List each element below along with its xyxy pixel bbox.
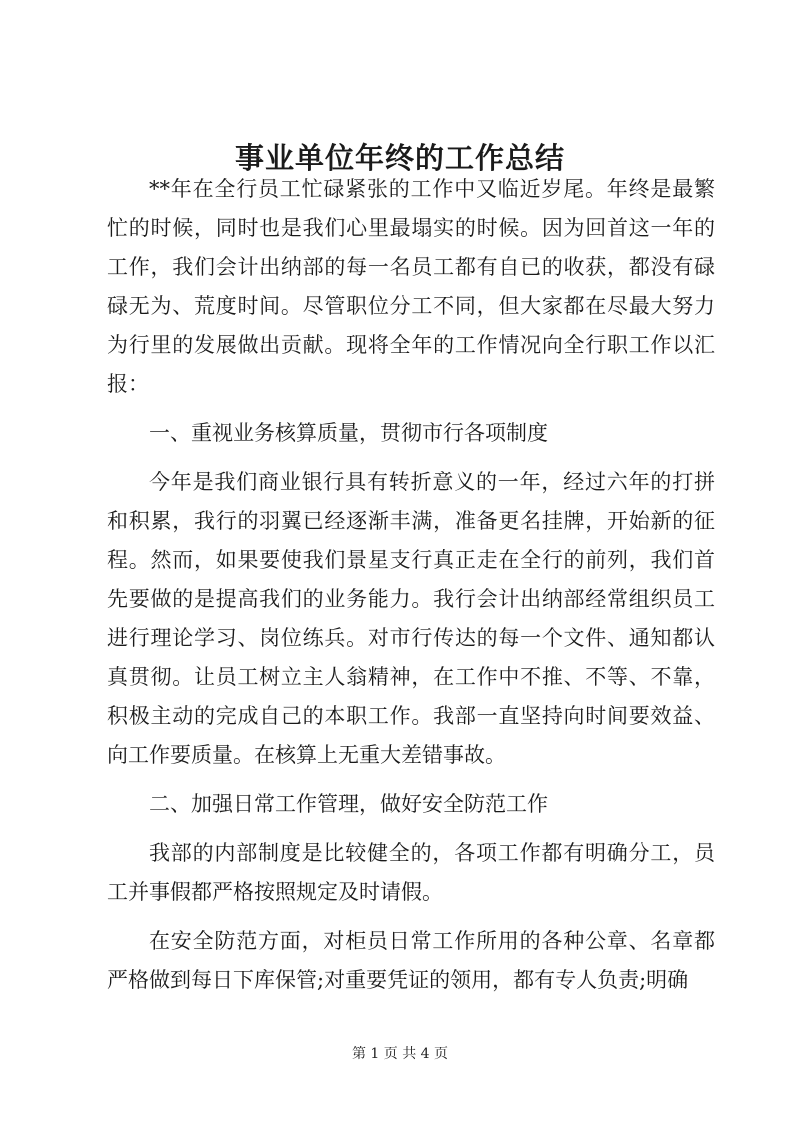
section-2-paragraph-2: 在安全防范方面，对柜员日常工作所用的各种公章、名章都严格做到每日下库保管;对重要凭证的领用，都有专人负责;明确 xyxy=(107,929,715,992)
section-heading-2: 二、加强日常工作管理，做好安全防范工作 xyxy=(149,792,548,816)
section-2-paragraph-1: 我部的内部制度是比较健全的，各项工作都有明确分工，员工并事假都严格按照规定及时请假。 xyxy=(107,841,715,904)
section-1-paragraph: 今年是我们商业银行具有转折意义的一年，经过六年的打拼和积累，我行的羽翼已经逐渐丰满，准备更名挂牌，开始新的征程。然而，如果要使我们景星支行真正走在全行的前列，我们首先要做的是提高我们的业务能力。我行会计出纳部经常组织员工进行理论学习、岗位练兵。对市行传达的每一个文件、通知都认真贯彻。让员工树立主人翁精神，在工作中不推、不等、不靠，积极主动的完成自己的本职工作。我部一直坚持向时间要效益、向工作要质量。在核算上无重大差错事故。 xyxy=(107,470,715,767)
intro-paragraph: **年在全行员工忙碌紧张的工作中又临近岁尾。年终是最繁忙的时候，同时也是我们心里最塌实的时候。因为回首这一年的工作，我们会计出纳部的每一名员工都有自已的收获，都没有碌碌无为、荒度时间。尽管职位分工不同，但大家都在尽最大努力为行里的发展做出贡献。现将全年的工作情况向全行职工作以汇报： xyxy=(107,177,715,396)
document-body xyxy=(107,170,715,1000)
section-heading-1: 一、重视业务核算质量，贯彻市行各项制度 xyxy=(149,421,548,445)
page-number-footer: 第 1 页 共 4 页 xyxy=(351,1046,449,1062)
document-title: 事业单位年终的工作总结 xyxy=(234,141,565,175)
